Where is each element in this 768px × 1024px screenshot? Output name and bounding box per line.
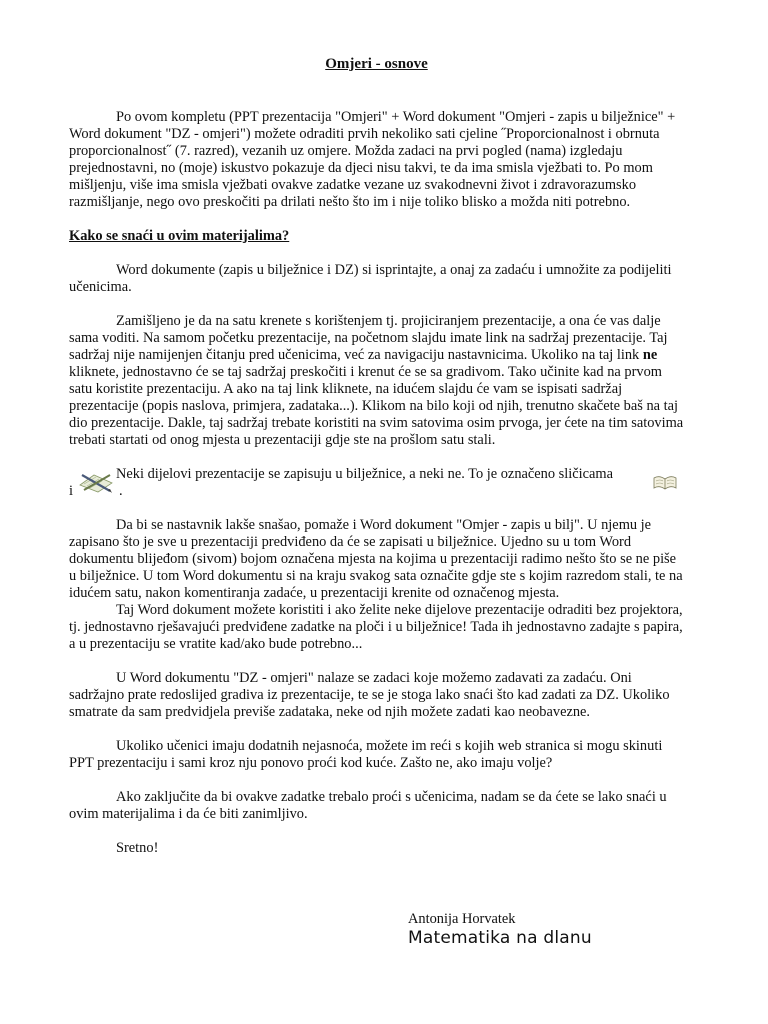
document-title: Omjeri - osnove xyxy=(325,56,428,72)
no-projector-paragraph: Taj Word dokument možete koristiti i ako želite neke dijelove prezentacije odraditi bez projektora, tj. jednostavno rješavajući predviđene zadatke na ploči i u bilježnice! Tada ih jednostavno zadajte s papira, a u prezentaciju se vratite kad/ako bude potrebno... xyxy=(69,602,683,652)
presentation-paragraph xyxy=(69,313,684,449)
author-name: Antonija Horvatek xyxy=(408,911,516,927)
emphasis-ne: ne xyxy=(642,347,658,363)
presentation-text-1: Zamišljeno je da na satu krenete s korištenjem tj. projiciranjem prezentacije, a ona će vas dalje sama voditi. Na samom početku prezentacije, na početnom slajdu imate link na sadržaj prezentacije. Taj sadržaj nije namijenjen čitanju pred učenicima, već za navigaciju nastavnicima. Ukoliko na taj link xyxy=(69,313,668,363)
open-book-icon xyxy=(653,474,677,495)
icons-text-dot: . xyxy=(119,483,123,499)
icons-paragraph xyxy=(69,466,684,500)
icons-text: Neki dijelovi prezentacije se zapisuju u bilježnice, a neki ne. To je označeno sličicama xyxy=(116,466,613,482)
brand-name: Matematika na dlanu xyxy=(408,928,592,948)
students-paragraph: Ukoliko učenici imaju dodatnih nejasnoća, možete im reći s kojih web stranica si mogu skinuti PPT prezentaciju i sami kroz nju ponovo proći kod kuće. Zašto ne, ako imaju volje? xyxy=(69,738,663,771)
print-paragraph: Word dokumente (zapis u bilježnice i DZ) si isprintajte, a onaj za zadaću i umnožite za podijeliti učenicima. xyxy=(69,262,672,295)
icons-text-i: i xyxy=(69,483,73,499)
document-body xyxy=(69,56,684,857)
pencil-notebook-icon xyxy=(78,471,114,498)
intro-paragraph: Po ovom kompletu (PPT prezentacija "Omjeri" + Word dokument "Omjeri - zapis u bilježnice" + Word dokument "DZ - omjeri") možete odraditi prvih nekoliko sati cjeline ˝Proporcionalnost i obrnuta proporcionalnost˝ (7. razred), vezanih uz omjere. Možda zadaci na prvi pogled (nama) izgledaju prejednostavni, no (moje) iskustvo pokazuje da djeci nisu takvi, te da ima smisla vježbati to. Po mom mišljenju, više ima smisla vježbati ovakve zadatke vezane uz svakodnevni život i zdravorazumsko razmišljanje, nego ovo preskočiti pa drilati nešto što im i nije toliko blisko a možda niti potrebno. xyxy=(69,109,676,210)
section-heading: Kako se snaći u ovim materijalima? xyxy=(69,228,290,244)
helper-doc-paragraph: Da bi se nastavnik lakše snašao, pomaže i Word dokument "Omjer - zapis u bilj". U njemu je zapisano što je sve u prezentaciji predviđeno da će se zapisati u bilježnice. Ujedno su u tom Word dokumentu blijeđom (sivom) bojom označena mjesta na kojima u prezentaciji radimo nešto što se ne piše u bilježnice. U tom Word dokumentu si na kraju svakog sata označite gdje ste s kojim razredom stali, te na idućem satu, nakon komentiranja zadaće, u prezentaciji krenite od označenog mjesta. xyxy=(69,517,683,601)
closing-paragraph: Ako zaključite da bi ovakve zadatke trebalo proći s učenicima, nadam se da ćete se lako snaći u ovim materijalima i da će biti zanimljivo. xyxy=(69,789,667,822)
presentation-text-2: kliknete, jednostavno će se taj sadržaj preskočiti i krenut će se sa gradivom. Tako učinite kad na prvom satu koristite prezentaciju. A ako na taj link kliknete, na idućem slajdu će vam se ispisati sadržaj prezentacije (popis naslova, primjera, zadataka...). Klikom na bilo koji od njih, trenutno skačete baš na taj dio prezentacije. Dakle, taj sadržaj trebate koristiti na svim satovima osim prvoga, jer ćete na tim satovima trebati startati od onog mjesta u prezentaciji gdje ste na prošlom satu stali. xyxy=(69,364,684,448)
homework-paragraph: U Word dokumentu "DZ - omjeri" nalaze se zadaci koje možemo zadavati za zadaću. Oni sadržajno prate redoslijed gradiva iz prezentacije, te se je stoga lako snaći što kad zadati za DZ. Ukoliko smatrate da sam predvidjela previše zadataka, neke od njih možete zadati kao neobavezne. xyxy=(69,670,670,720)
sign-off: Sretno! xyxy=(116,840,159,856)
